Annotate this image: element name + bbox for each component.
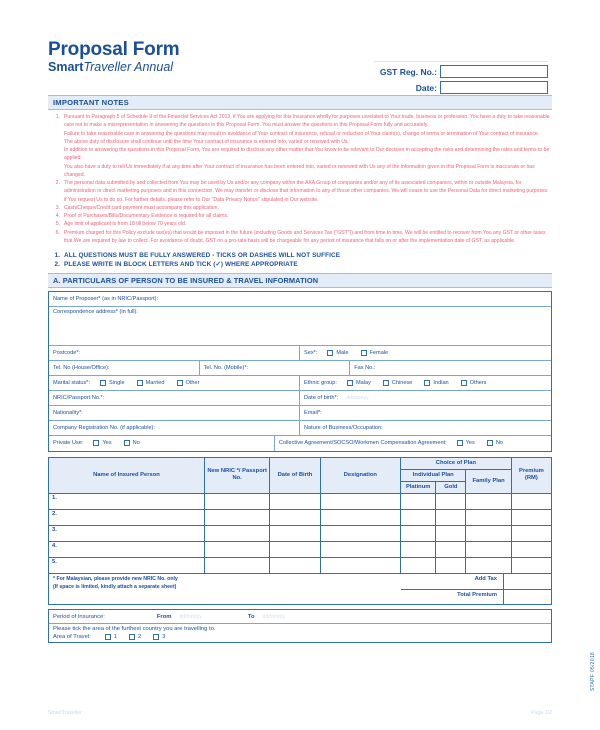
marital-single-label: Single	[109, 379, 125, 386]
period-to-label: To	[247, 613, 255, 620]
area-of-travel-row	[49, 624, 551, 642]
period-travel-block	[48, 609, 552, 643]
note-paragraph: Cash/Cheque/Credit card payment must accompany this application.	[64, 204, 219, 211]
cell-gold[interactable]	[436, 494, 466, 510]
page-footer-right: Page 1/2	[531, 710, 552, 716]
footnote-line-1: * For Malaysian, please provide new NRIC No. only	[53, 576, 178, 583]
email-label: Email*:	[304, 409, 322, 416]
add-tax-label: Add Tax	[474, 576, 497, 583]
table-row	[49, 542, 552, 558]
cell-nric[interactable]	[204, 558, 269, 574]
area-of-travel-options	[53, 634, 547, 640]
gst-reg-input[interactable]	[440, 65, 548, 78]
cell-name[interactable]	[49, 494, 205, 510]
total-premium-label: Total Premium	[457, 592, 497, 599]
page-title: Proposal Form	[48, 39, 180, 60]
note-item	[50, 212, 550, 220]
important-notes-heading: IMPORTANT NOTES	[48, 95, 552, 110]
note-number: 6.	[55, 229, 60, 236]
col-premium: Premium (RM)	[511, 457, 551, 494]
footnote-line-2: (If space is limited, kindly attach a separate sheet)	[53, 583, 177, 590]
col-new-nric: New NRIC */ Passport No.	[204, 457, 269, 494]
ethnic-chinese-label: Chinese	[391, 379, 413, 386]
cell-designation[interactable]	[320, 494, 400, 510]
ethnic-others-checkbox[interactable]	[461, 380, 467, 386]
cell-platinum[interactable]	[401, 542, 436, 558]
table-row	[49, 526, 552, 542]
period-to-input[interactable]: dd/mm/yy	[262, 613, 286, 620]
product-name-rest: Traveller Annual	[83, 59, 174, 74]
company-registration-label: Company Registration No. (if applicable):	[53, 424, 155, 431]
collective-agreement-field	[275, 436, 551, 451]
nric-passport-label: NRIC/Passport No.*:	[53, 394, 105, 401]
cell-nric[interactable]	[204, 526, 269, 542]
note-item	[50, 113, 550, 179]
sex-field	[300, 346, 551, 360]
ethnic-chinese-checkbox[interactable]	[383, 380, 389, 386]
area-1-label: 1	[113, 634, 117, 641]
row-correspondence-address	[49, 307, 551, 346]
cell-name[interactable]	[49, 526, 205, 542]
insured-table-footnote	[49, 574, 401, 604]
instruction-text: PLEASE WRITE IN BLOCK LETTERS AND TICK (✓) WHERE APPROPRIATE	[64, 261, 298, 269]
cell-name[interactable]	[49, 542, 205, 558]
nationality-field[interactable]	[49, 406, 300, 420]
private-use-no-label: No	[132, 440, 140, 447]
cell-dob[interactable]	[270, 542, 320, 558]
date-of-birth-field[interactable]	[300, 391, 551, 405]
cell-family[interactable]	[466, 510, 511, 526]
insured-table-header-row-1	[49, 457, 552, 469]
tel-mobile-field[interactable]	[200, 361, 351, 375]
note-text	[64, 212, 550, 220]
area-3-checkbox[interactable]	[153, 634, 159, 640]
header-rule	[374, 54, 548, 62]
note-paragraph: Proof of Purchases/Bills/Documentary Evidence is required for all claims.	[64, 213, 229, 219]
note-number: 2.	[55, 180, 60, 186]
page-footer	[48, 710, 552, 716]
collective-no-checkbox[interactable]	[487, 440, 493, 446]
date-input[interactable]	[440, 81, 548, 94]
email-field[interactable]	[300, 406, 551, 420]
sex-male-label: Male	[336, 349, 349, 356]
private-use-yes-checkbox[interactable]	[93, 440, 99, 446]
nationality-label: Nationality*:	[53, 409, 83, 416]
insured-table-footer	[48, 574, 552, 605]
row-number: 3.	[52, 527, 57, 534]
ethnic-indian-checkbox[interactable]	[424, 380, 430, 386]
cell-gold[interactable]	[436, 542, 466, 558]
sex-female-checkbox[interactable]	[361, 350, 367, 356]
date-row	[366, 81, 548, 94]
cell-gold[interactable]	[436, 526, 466, 542]
gst-reg-label: GST Reg. No.:	[379, 66, 437, 77]
gst-date-block	[366, 54, 548, 97]
note-paragraph: The above duty of disclosure shall continue until the time Your contract of insurance is entered into, varied or renewed with Us.	[64, 138, 349, 145]
row-nationality-email	[49, 406, 551, 421]
nric-passport-field[interactable]	[49, 391, 300, 405]
note-item	[50, 220, 550, 228]
marital-status-label: Marital status*:	[53, 379, 90, 386]
private-use-field	[49, 436, 275, 451]
private-use-yes-label: Yes	[102, 440, 112, 447]
cell-nric[interactable]	[204, 542, 269, 558]
collective-yes-label: Yes	[465, 440, 475, 447]
note-paragraph: Failure to take reasonable care in answering the questions may result in avoidance of Your contract of insurance, refusal or reduction of Your claim(s), change of terms or termination of Your contract of insurance.	[64, 130, 540, 137]
sex-female-label: Female	[369, 349, 389, 356]
col-designation: Designation	[320, 457, 400, 494]
ethnic-malay-checkbox[interactable]	[347, 380, 353, 386]
note-paragraph: The personal data submitted by and collected from You may be used by Us and/or any company within the AXA Group of companies and/or any of its associated companies, within or outside Malaysia, for administration or direct marketing purposes and in this connection, We may transfer or disclose that information to any of those other companies. We will cease to use the Personal Data for direct marketing purposes if You request Us to do so. For further details, please refer to Our "Data Privacy Notice" stipulated in Our website.	[64, 180, 548, 203]
area-2-label: 2	[137, 634, 142, 641]
col-date-of-birth: Date of Birth	[270, 457, 320, 494]
marital-married-checkbox[interactable]	[137, 380, 143, 386]
ethnic-indian-label: Indian	[433, 379, 449, 386]
table-row	[49, 558, 552, 574]
title-block	[48, 40, 179, 75]
row-company-nature	[49, 421, 551, 436]
cell-premium[interactable]	[511, 558, 551, 574]
cell-name[interactable]	[49, 510, 205, 526]
period-from-input[interactable]: dd/mm/yy	[179, 613, 202, 620]
page-footer-left: SmartTraveller	[48, 710, 82, 716]
area-1-checkbox[interactable]	[105, 634, 111, 640]
ethnic-others-label: Others	[469, 379, 487, 386]
row-number: 1.	[52, 495, 57, 502]
note-text	[64, 220, 550, 228]
sex-male-checkbox[interactable]	[327, 350, 333, 356]
cell-premium[interactable]	[511, 510, 551, 526]
note-paragraph: In addition to answering the questions in this Proposal Form, You are required to disclose any other matter that You know to be relevant to Our decision in accepting the risks and determining the rates and terms to be applied.	[64, 147, 550, 162]
nature-of-business-label: Nature of Business/Occupation:	[304, 424, 383, 431]
note-item	[50, 229, 550, 246]
note-paragraph: Premium charged for this Policy exclude tax(es) that would be imposed in the future (including Goods and Services Tax ("GST")) and from time to time, We will be entitled to recover from You any GST or other taxes that We are required by law to collect. For avoidance of doubt, GST on a pro-rata basis will be chargeable for any period of insurance that falls on or after the implementation date of GST, as applicable.	[64, 229, 546, 244]
instruction-text: ALL QUESTIONS MUST BE FULLY ANSWERED - TICKS OR DASHES WILL NOT SUFFICE	[64, 252, 341, 259]
sex-label: Sex*:	[304, 349, 318, 356]
row-name-of-proposer	[49, 292, 551, 307]
note-paragraph: Pursuant to Paragraph 5 of Schedule 9 of the Financial Services Act 2013, if You are applying for this Insurance wholly for purposes unrelated to Your trade, business or profession, You have a duty to take reasonable care not to make a misrepresentation in answering the questions in this Proposal Form. You must answer the questions in this Proposal Form fully and accurately.	[64, 114, 550, 129]
note-paragraph: Age limit of applicant is from 18 till below 70 years old.	[64, 221, 187, 228]
cell-platinum[interactable]	[401, 526, 436, 542]
col-name-of-insured: Name of Insured Person	[49, 457, 205, 494]
marital-married-label: Married	[145, 379, 165, 386]
row-nric-dob	[49, 391, 551, 406]
row-number: 4.	[52, 543, 57, 550]
date-label: Date:	[415, 82, 437, 93]
correspondence-address-field[interactable]	[49, 307, 551, 345]
row-marital-ethnic	[49, 376, 551, 391]
ethnic-group-label: Ethnic group:	[304, 379, 337, 386]
area-of-travel-instruction: Please tick the area of the furthest country you are travelling to.	[53, 626, 216, 633]
name-of-proposer-label: Name of Proposer* (as in NRIC/Passport):	[53, 295, 159, 302]
collective-yes-checkbox[interactable]	[457, 440, 463, 446]
note-text	[64, 113, 550, 179]
table-row	[49, 510, 552, 526]
area-2-checkbox[interactable]	[129, 634, 135, 640]
tel-house-field[interactable]	[49, 361, 200, 375]
correspondence-address-label: Correspondence address* (in full):	[53, 308, 138, 315]
cell-platinum[interactable]	[401, 494, 436, 510]
note-item	[50, 204, 550, 212]
note-text	[64, 179, 550, 204]
cell-family[interactable]	[466, 494, 511, 510]
row-number: 5.	[52, 559, 57, 566]
marital-other-label: Other	[185, 379, 200, 386]
note-number: 5.	[55, 221, 60, 228]
cell-designation[interactable]	[320, 526, 400, 542]
col-family-plan: Family Plan	[466, 469, 511, 493]
col-individual-plan: Individual Plan	[401, 469, 466, 481]
insured-persons-table	[48, 457, 552, 575]
note-number: 3.	[55, 204, 60, 211]
marital-single-checkbox[interactable]	[100, 380, 106, 386]
total-premium-row	[401, 589, 551, 604]
cell-premium[interactable]	[511, 494, 551, 510]
col-platinum: Platinum	[401, 482, 436, 494]
note-number: 4.	[55, 213, 60, 219]
important-notes-section	[48, 95, 552, 643]
fax-label: Fax No.:	[354, 364, 376, 371]
cell-designation[interactable]	[320, 542, 400, 558]
period-of-insurance-label: Period of Insurance:	[53, 613, 105, 620]
cell-nric[interactable]	[204, 494, 269, 510]
tel-mobile-label: Tel. No. (Mobile)*:	[203, 364, 249, 371]
cell-family[interactable]	[466, 542, 511, 558]
cell-designation[interactable]	[320, 558, 400, 574]
row-telephone	[49, 361, 551, 376]
period-of-insurance-row	[49, 610, 551, 624]
marital-other-checkbox[interactable]	[177, 380, 183, 386]
postcode-field[interactable]	[49, 346, 300, 360]
instruction-item	[50, 251, 552, 260]
marital-status-field	[49, 376, 300, 390]
collective-no-label: No	[495, 440, 503, 447]
form-instructions-list	[48, 251, 552, 270]
note-item	[50, 179, 550, 204]
instruction-number: 2.	[54, 261, 60, 269]
instruction-number: 1.	[54, 252, 60, 259]
cell-platinum[interactable]	[401, 558, 436, 574]
area-of-travel-label: Area of Travel:	[53, 634, 91, 641]
row-number: 2.	[52, 511, 57, 518]
col-gold: Gold	[436, 482, 466, 494]
cell-family[interactable]	[466, 558, 511, 574]
nature-of-business-field[interactable]	[300, 421, 551, 435]
note-paragraph: You also have a duty to tell Us immediately if at any time after Your contract of insurance has been entered into, varied or renewed with Us any of the information given in this Proposal Form is inaccurate or has changed.	[64, 163, 535, 178]
section-a-heading: A. PARTICULARS OF PERSON TO BE INSURED & TRAVEL INFORMATION	[48, 273, 552, 288]
cell-name[interactable]	[49, 558, 205, 574]
add-tax-input[interactable]	[503, 574, 551, 589]
row-postcode-sex	[49, 346, 551, 361]
cell-dob[interactable]	[270, 494, 320, 510]
add-tax-row	[401, 574, 551, 589]
tel-house-label: Tel. No (House/Office):	[53, 364, 110, 371]
gst-reg-row	[366, 65, 548, 78]
cell-dob[interactable]	[270, 558, 320, 574]
name-of-proposer-field[interactable]	[49, 292, 551, 306]
ethnic-group-field	[300, 376, 551, 390]
date-of-birth-placeholder: dd/mm/yy	[346, 394, 369, 401]
note-number: 1.	[55, 114, 60, 120]
cell-gold[interactable]	[436, 558, 466, 574]
cell-premium[interactable]	[511, 542, 551, 558]
cell-gold[interactable]	[436, 510, 466, 526]
private-use-no-checkbox[interactable]	[124, 440, 130, 446]
note-text	[64, 229, 550, 246]
cell-platinum[interactable]	[401, 510, 436, 526]
fax-field[interactable]	[350, 361, 551, 375]
collective-agreement-label: Collective Agreement/SOCSO/Workmen Compensation Agreement:	[278, 440, 447, 447]
cell-premium[interactable]	[511, 526, 551, 542]
ethnic-malay-label: Malay	[355, 379, 371, 386]
row-private-collective	[49, 436, 551, 451]
note-text	[64, 204, 550, 212]
cell-nric[interactable]	[204, 510, 269, 526]
cell-dob[interactable]	[270, 526, 320, 542]
product-name-bold: Smart	[48, 59, 84, 74]
cell-family[interactable]	[466, 526, 511, 542]
product-name	[48, 61, 179, 75]
col-choice-of-plan: Choice of Plan	[401, 457, 512, 469]
table-row	[49, 494, 552, 510]
private-use-label: Private Use:	[53, 440, 84, 447]
total-premium-input[interactable]	[503, 590, 551, 604]
cell-dob[interactable]	[270, 510, 320, 526]
important-notes-list	[48, 110, 552, 247]
particulars-form	[48, 291, 552, 452]
form-code-vertical: STAPF 05/2018	[590, 652, 596, 692]
date-of-birth-label: Date of birth*:	[304, 394, 339, 401]
company-registration-field[interactable]	[49, 421, 300, 435]
postcode-label: Postcode*:	[53, 349, 81, 356]
cell-designation[interactable]	[320, 510, 400, 526]
period-from-label: From	[156, 613, 172, 620]
area-3-label: 3	[162, 634, 166, 641]
totals-block	[401, 574, 551, 604]
instruction-item	[50, 260, 552, 269]
